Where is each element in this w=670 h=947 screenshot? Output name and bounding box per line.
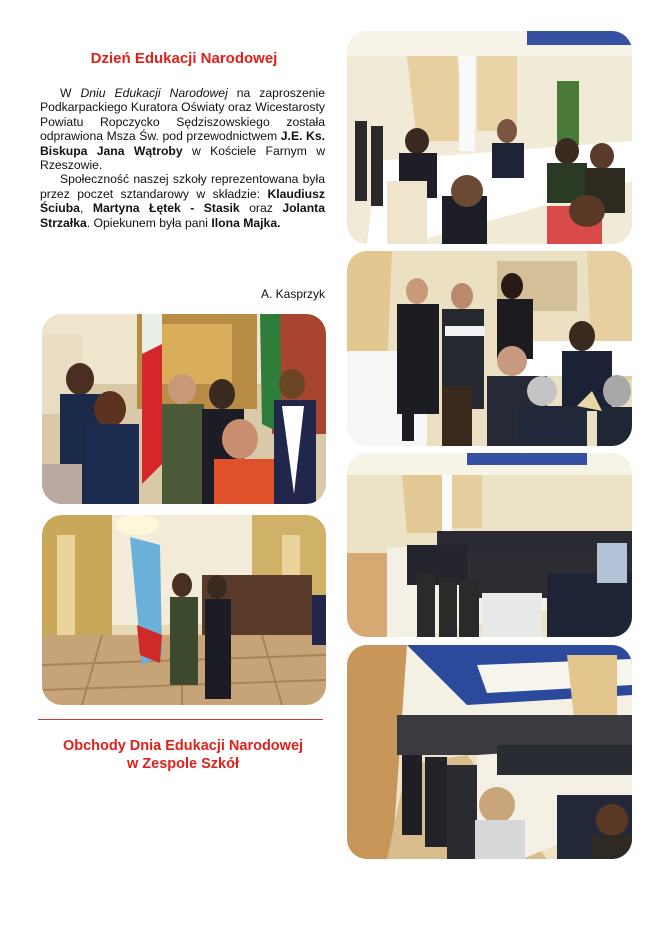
photo-church-interior	[42, 515, 326, 705]
section-divider	[38, 719, 323, 720]
p2-bold-name-3: Jolanta Strzałka	[40, 201, 325, 230]
p1-text-3: w Kościele Farnym w Rzeszowie.	[40, 143, 325, 173]
p2-text-3: oraz	[239, 201, 283, 216]
p1-text-1: W	[60, 86, 81, 100]
section-title-line-1: Obchody Dnia Edukacji Narodowej	[62, 738, 304, 754]
section-title	[38, 737, 328, 773]
photo-banquet-hall-2	[347, 453, 632, 637]
p1-italic-event: Dniu Edukacji Narodowej	[80, 86, 228, 100]
paragraph-2	[40, 172, 325, 230]
p1-bold-bishop: J.E. Ks. Biskupa Jana Wątroby	[40, 129, 326, 158]
article-body	[40, 86, 325, 230]
p2-bold-name-1: Klaudiusz Ściuba	[40, 186, 325, 216]
p2-text-2: ,	[79, 201, 93, 216]
photo-banquet-hall-1	[347, 31, 632, 244]
photo-flag-bearers	[42, 314, 326, 504]
p2-text-1: Społeczność naszej szkoły reprezentowana była przez poczet sztandarowy w składzie:	[40, 172, 325, 201]
p2-bold-name-2: Martyna Łętek - Stasik	[92, 201, 240, 216]
article-title: Dzień Edukacji Narodowej	[90, 50, 278, 67]
paragraph-1	[40, 86, 325, 172]
article-author: A. Kasprzyk	[260, 287, 325, 301]
photo-award-presentation	[347, 251, 632, 446]
p2-bold-guardian: Ilona Majka.	[211, 215, 281, 230]
section-title-line-2: w Zespole Szkół	[127, 756, 239, 772]
photo-banquet-hall-3	[347, 645, 632, 859]
p1-text-2: na zaproszenie Podkarpackiego Kuratora Oświaty oraz Wicestarosty Powiatu Ropczycko Sędziszowskiego została odprawiona Msza Św. pod przewodnictwem	[40, 86, 325, 144]
p2-text-4: . Opiekunem była pani	[86, 215, 212, 230]
